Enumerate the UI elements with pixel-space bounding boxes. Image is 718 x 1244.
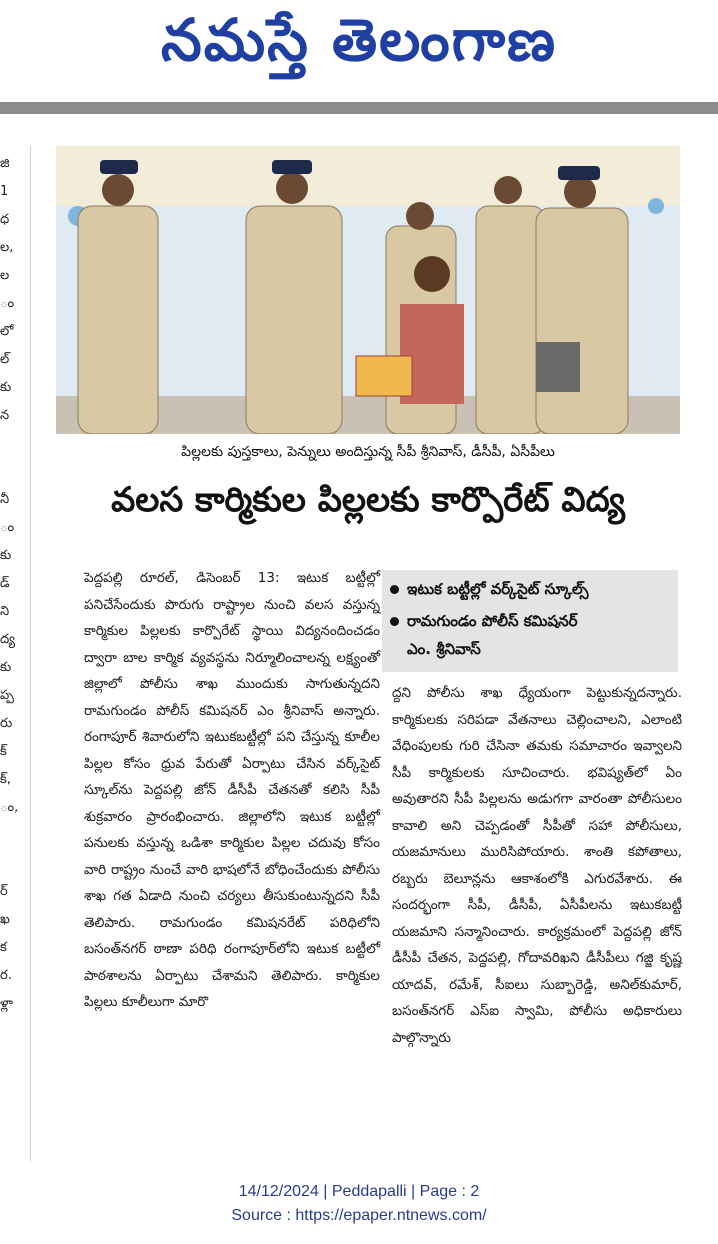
highlight-box [382,570,678,672]
page-footer [0,1180,718,1228]
news-photo [56,146,680,434]
highlight-item: రామగుండం పోలీస్ కమిషనర్ [390,612,578,634]
article-column-1 [84,565,380,1016]
highlight-item-continued: ఎం. శ్రీనివాస్ [407,640,481,658]
bullet-icon [390,617,399,626]
article-headline: వలస కార్మికుల పిల్లలకు కార్పొరేట్ విద్య [111,480,625,520]
article-column-2 [392,680,682,1051]
adjacent-article-strip: జి 1 ధ ల, ల ం లో ల్ కు న నీ ం కు డ్ ని ద్య కు ప్ప రు క్ క్, ం, ర్ ఖ క ర. ళ్లా [0,156,19,1011]
masthead-rule [0,102,718,114]
source-link[interactable]: Source : https://epaper.ntnews.com/ [231,1207,487,1224]
highlight-item: ఇటుక బట్టీల్లో వర్క్‌సైట్ స్కూల్స్ [390,580,588,602]
photo-caption: పిల్లలకు పుస్తకాలు, పెన్నులు అందిస్తున్న సీపీ శ్రీనివాస్, డీసీపీ, ఏసీపీలు [181,444,555,460]
masthead [0,0,718,100]
bullet-icon [390,585,399,594]
column-2-text: ద్దని పోలీసు శాఖ ధ్యేయంగా పెట్టుకున్నదన్నారు. కార్మికులకు సరిపడా వేతనాలు చెల్లించాలని, ఎలాంటి వేధింపులకు గురి చేసినా తమకు సమాచారం ఇవ్వాలని సీపీ కార్మికులకు సూచించారు. భవిష్యత్‌లో ఏం అవుతారని సీపీ పిల్లలను అడుగగా వారంతా పోలీసులం కావాలి అని చెప్పడంతో సీపీతో సహా పోలీసులు, యజమానులు మురిసిపోయారు. శాంతి కపోతాలు, రబ్బరు బెలూన్లను ఆకాశంలోకి ఎగురవేశారు. ఈ సందర్భంగా సీపీ, డీసీపీ, ఏసీపీలను ఇటుకబట్టీ యజమాని సన్మానించారు. కార్యక్రమంలో పెద్దపల్లి జోన్ డీసీపీ చేతన, పెద్దపల్లి, గోదావరిఖని డీసీపీలు గజ్జి కృష్ణ యాదవ్, రమేశ్, సీఐలు సుబ్బారెడ్డి, అనిల్‌కుమార్, బసంత్‌నగర్ ఎస్ఐ స్వామి, పోలీసు అధికారులు పాల్గొన్నారు [392,685,682,1046]
column-1-text: పెద్దపల్లి రూరల్, డిసెంబర్ 13: ఇటుక బట్టీల్లో పనిచేసేందుకు పొరుగు రాష్ట్రాల నుంచి వలస వస్తున్న కార్మికుల పిల్లలకు కార్పొరేట్ స్థాయి విద్యనందించడం ద్వారా బాల కార్మిక వ్యవస్థను నిర్మూలించాలన్న లక్ష్యంతో జిల్లాలో పోలీసు శాఖ ముందుకు సాగుతున్నదని రామగుండం పోలీస్ కమిషనర్ ఎం శ్రీనివాస్ అన్నారు. రంగాపూర్ శివారులోని ఇటుకబట్టీల్లో పని చేస్తున్న కూలీల పిల్లల కోసం ధ్రువ పేరుతో ఏర్పాటు చేసిన వర్క్‌సైట్ స్కూల్‌ను పెద్దపల్లి జోన్ డీసీపీ చేతనతో కలిసి సీపీ శుక్రవారం ప్రారంభించారు. జిల్లాలోని ఇటుక బట్టీల్లో పనులకు వస్తున్న ఒడిశా కార్మికుల పిల్లల చదువు కోసం వారి రాష్ట్రం నుంచే వారి భాషలోనే బోధించేందుకు పోలీసు శాఖ గత ఏడాది నుంచి చర్యలు తీసుకుంటున్నదని సీపీ తెలిపారు. రామగుండం కమిషనరేట్ పరిధిలోని బసంత్‌నగర్ ఠాణా పరిధి రంగాపూర్‌లోని ఇటుక బట్టీలో పాఠశాలను ఏర్పాటు చేశామని తెలిపారు. కార్మికుల పిల్లలు కూలీలుగా మారొ [84,570,380,1010]
newspaper-title: నమస్తే తెలంగాణ [161,6,557,74]
edition-info: 14/12/2024 | Peddapalli | Page : 2 [238,1183,480,1200]
column-divider [30,146,31,1161]
